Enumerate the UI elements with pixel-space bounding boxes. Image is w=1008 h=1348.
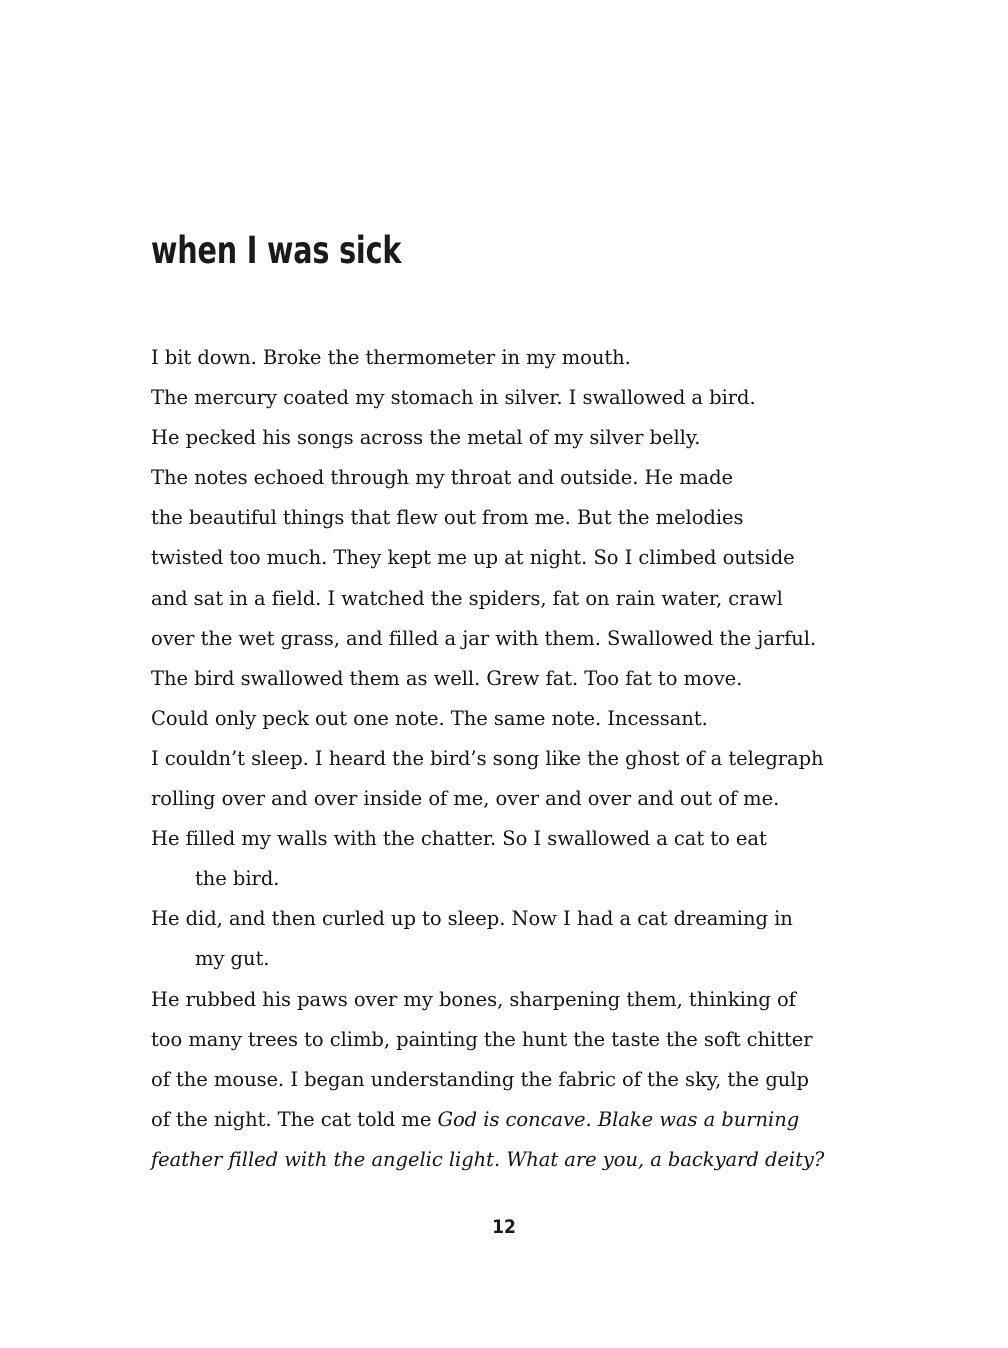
poem-line-text: of the night. The cat told me <box>151 1107 438 1131</box>
poem-line-text: Could only peck out one note. The same note. Incessant. <box>151 706 708 730</box>
poem-line <box>151 899 851 939</box>
poem-line-text: of the mouse. I began understanding the fabric of the sky, the gulp <box>151 1067 809 1091</box>
poem-line <box>151 819 851 859</box>
poem-line <box>151 538 851 578</box>
poem-line <box>151 739 851 779</box>
poem-line <box>151 859 851 899</box>
poem-line-text: the bird. <box>195 867 280 891</box>
poem-line-text: He rubbed his paws over my bones, sharpening them, thinking of <box>151 987 796 1011</box>
poem-body <box>151 338 851 1180</box>
poem-line-text: I bit down. Broke the thermometer in my mouth. <box>151 346 631 369</box>
page-number: 12 <box>492 1216 516 1238</box>
poem-line-text: He pecked his songs across the metal of my silver belly. <box>151 426 701 450</box>
poem-line-text: twisted too much. They kept me up at night. So I climbed outside <box>151 546 795 570</box>
poem-line-text: and sat in a field. I watched the spiders, fat on rain water, crawl <box>151 586 783 610</box>
poem-line-text: The bird swallowed them as well. Grew fat. Too fat to move. <box>151 666 743 690</box>
poem-line <box>151 1020 851 1060</box>
poem-line-text: too many trees to climb, painting the hunt the taste the soft chitter <box>151 1027 813 1051</box>
poem-line <box>151 579 851 619</box>
poem-line <box>151 418 851 458</box>
poem-line <box>151 338 851 378</box>
poem-line <box>151 1140 851 1180</box>
poem-line <box>151 458 851 498</box>
poem-line <box>151 939 851 979</box>
poem-line <box>151 699 851 739</box>
poem-line <box>151 980 851 1020</box>
poem-line-text: over the wet grass, and filled a jar with them. Swallowed the jarful. <box>151 626 817 650</box>
poem-line-text: my gut. <box>195 947 270 971</box>
poem-line-text: He filled my walls with the chatter. So I swallowed a cat to eat <box>151 827 767 851</box>
poem-line-text: He did, and then curled up to sleep. Now I had a cat dreaming in <box>151 907 793 931</box>
poem-line-text: rolling over and over inside of me, over and over and out of me. <box>151 787 780 811</box>
poem-line <box>151 1060 851 1100</box>
page-title: when I was sick <box>151 228 402 272</box>
poem-line <box>151 619 851 659</box>
poem-line <box>151 378 851 418</box>
poem-line <box>151 1100 851 1140</box>
poem-line-text: the beautiful things that flew out from me. But the melodies <box>151 506 744 530</box>
poem-line-text: The mercury coated my stomach in silver. I swallowed a bird. <box>151 386 756 410</box>
poem-line-text: The notes echoed through my throat and outside. He made <box>151 466 734 490</box>
poem-line <box>151 659 851 699</box>
poem-line <box>151 779 851 819</box>
poem-line-text: I couldn’t sleep. I heard the bird’s song like the ghost of a telegraph <box>151 746 824 770</box>
poem-line <box>151 498 851 538</box>
poem-line-italic: God is concave. Blake was a burning <box>437 1107 800 1131</box>
poem-line-italic: feather filled with the angelic light. What are you, a backyard deity? <box>151 1147 825 1171</box>
